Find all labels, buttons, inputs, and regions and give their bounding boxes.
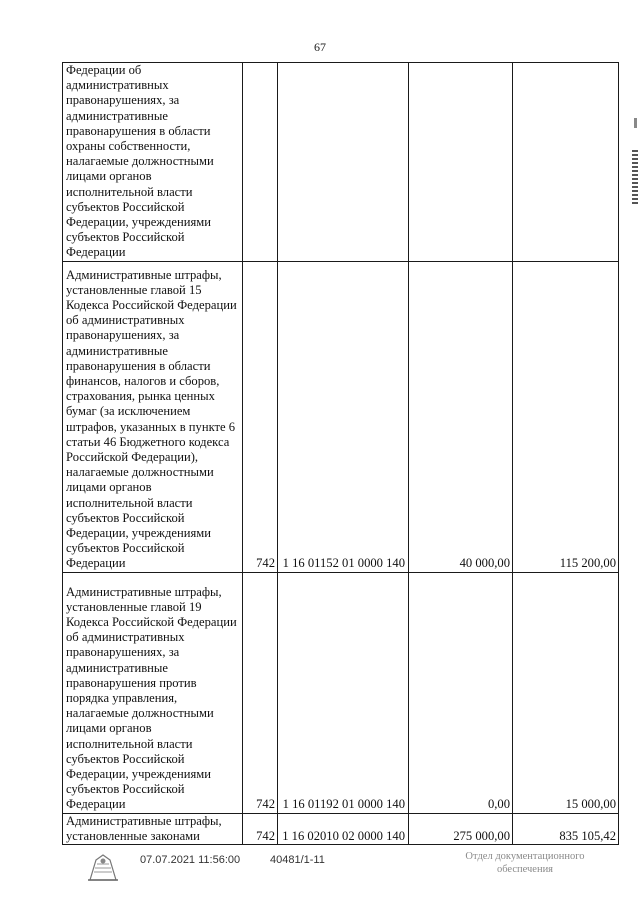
margin-mark — [634, 118, 637, 128]
row-amount-2: 15 000,00 — [513, 572, 619, 813]
row-name: Административные штрафы, установленные законами — [63, 813, 243, 844]
footer-doc-number: 40481/1-11 — [270, 854, 325, 866]
row-admin-code: 742 — [243, 261, 278, 572]
budget-table — [62, 62, 619, 845]
table-row — [63, 63, 619, 262]
row-name: Административные штрафы, установленные главой 15 Кодекса Российской Федерации об административных правонарушениях, за административные правонарушения в области финансов, налогов и сборов, страхования, рынка ценных бумаг (за исключением штрафов, указанных в пункте 6 статьи 46 Бюджетного кодекса Российской Федерации), налагаемые должностными лицами органов исполнительной власти субъектов Российской Федерации, учреждениями субъектов Российской Федерации — [63, 261, 243, 572]
row-name: Административные штрафы, установленные главой 19 Кодекса Российской Федерации об административных правонарушениях, за административные правонарушения против порядка управления, налагаемые должностными лицами органов исполнительной власти субъектов Российской Федерации, учреждениями субъектов Российской Федерации — [63, 572, 243, 813]
margin-barcode-mark — [632, 150, 638, 204]
page-number: 67 — [314, 40, 326, 54]
row-amount-1 — [409, 63, 513, 262]
row-amount-1: 40 000,00 — [409, 261, 513, 572]
row-kbk-code: 1 16 02010 02 0000 140 — [278, 813, 409, 844]
row-name: Федерации об административных правонарушениях, за административные правонарушения в области охраны собственности, налагаемые должностными лицами органов исполнительной власти субъектов Российской Федерации, учреждениями субъектов Российской Федерации — [63, 63, 243, 262]
row-kbk-code — [278, 63, 409, 262]
table-row — [63, 261, 619, 572]
table-row — [63, 813, 619, 844]
document-footer — [0, 848, 640, 893]
row-kbk-code: 1 16 01192 01 0000 140 — [278, 572, 409, 813]
emblem-icon — [86, 852, 120, 882]
footer-datetime: 07.07.2021 11:56:00 — [140, 854, 241, 866]
row-amount-1: 0,00 — [409, 572, 513, 813]
row-admin-code — [243, 63, 278, 262]
row-admin-code: 742 — [243, 572, 278, 813]
row-kbk-code: 1 16 01152 01 0000 140 — [278, 261, 409, 572]
row-amount-1: 275 000,00 — [409, 813, 513, 844]
row-amount-2: 115 200,00 — [513, 261, 619, 572]
table-row — [63, 572, 619, 813]
row-admin-code: 742 — [243, 813, 278, 844]
footer-department: Отдел документационного обеспечения — [465, 851, 585, 875]
row-amount-2: 835 105,42 — [513, 813, 619, 844]
row-amount-2 — [513, 63, 619, 262]
